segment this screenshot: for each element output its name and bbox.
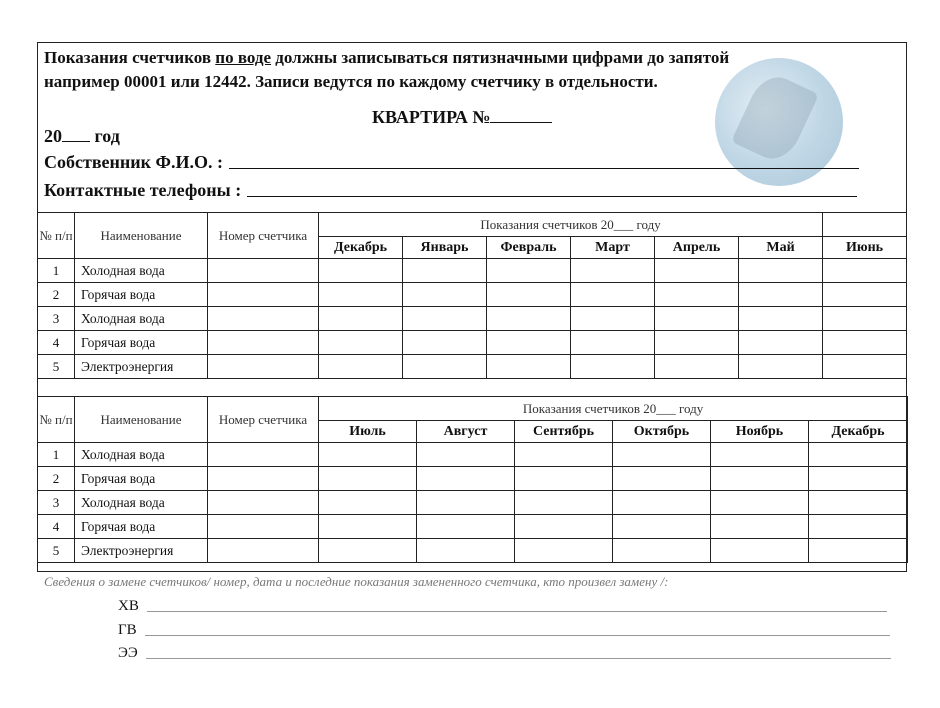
reading-cell[interactable] — [319, 283, 403, 307]
replacement-line-cold[interactable] — [118, 598, 887, 615]
reading-cell[interactable] — [711, 443, 809, 467]
reading-cell[interactable] — [515, 467, 613, 491]
row-name: Холодная вода — [75, 259, 208, 283]
instructions — [44, 46, 904, 94]
table-row — [38, 539, 908, 563]
meter-number-cell[interactable] — [208, 355, 319, 379]
row-number: 4 — [38, 515, 75, 539]
reading-cell[interactable] — [417, 491, 515, 515]
reading-cell[interactable] — [613, 491, 711, 515]
meter-number-cell[interactable] — [208, 515, 319, 539]
reading-cell[interactable] — [739, 307, 823, 331]
replacement-blank[interactable] — [145, 634, 890, 636]
reading-cell[interactable] — [319, 515, 417, 539]
reading-cell[interactable] — [655, 259, 739, 283]
month-header: Ноябрь — [711, 421, 809, 443]
reading-cell[interactable] — [809, 491, 908, 515]
reading-cell[interactable] — [571, 307, 655, 331]
reading-cell[interactable] — [655, 307, 739, 331]
replacement-line-electric[interactable] — [118, 645, 891, 662]
reading-cell[interactable] — [403, 331, 487, 355]
meter-number-cell[interactable] — [208, 259, 319, 283]
row-number: 2 — [38, 467, 75, 491]
month-header: Сентябрь — [515, 421, 613, 443]
reading-cell[interactable] — [515, 539, 613, 563]
reading-cell[interactable] — [739, 331, 823, 355]
header-readings-suffix: году — [678, 400, 704, 416]
reading-cell[interactable] — [571, 259, 655, 283]
meter-number-cell[interactable] — [208, 467, 319, 491]
month-header: Декабрь — [319, 237, 403, 259]
year-field[interactable] — [44, 126, 120, 147]
month-header: Январь — [403, 237, 487, 259]
reading-cell[interactable] — [319, 259, 403, 283]
intro-text: например 00001 или 12442. Записи ведутся по каждому счетчику в отдельности. — [44, 72, 658, 91]
reading-cell[interactable] — [809, 443, 908, 467]
meter-number-cell[interactable] — [208, 283, 319, 307]
reading-cell[interactable] — [515, 515, 613, 539]
reading-cell[interactable] — [571, 331, 655, 355]
reading-cell[interactable] — [319, 443, 417, 467]
reading-cell[interactable] — [417, 467, 515, 491]
reading-cell[interactable] — [809, 515, 908, 539]
reading-cell[interactable] — [613, 443, 711, 467]
reading-cell[interactable] — [403, 307, 487, 331]
header-readings-suffix: году — [636, 216, 661, 232]
reading-cell[interactable] — [823, 331, 907, 355]
reading-cell[interactable] — [739, 259, 823, 283]
row-number: 1 — [38, 443, 75, 467]
readings-table-second-half — [37, 396, 908, 563]
row-name: Горячая вода — [75, 331, 208, 355]
row-number: 5 — [38, 539, 75, 563]
reading-cell[interactable] — [319, 467, 417, 491]
row-name: Холодная вода — [75, 443, 208, 467]
apartment-label: КВАРТИРА № — [372, 107, 491, 127]
reading-cell[interactable] — [655, 283, 739, 307]
row-name: Холодная вода — [75, 491, 208, 515]
month-header: Апрель — [655, 237, 739, 259]
row-number: 3 — [38, 491, 75, 515]
row-number: 4 — [38, 331, 75, 355]
replacement-blank[interactable] — [146, 657, 891, 659]
intro-underlined-text: по воде — [215, 48, 272, 67]
header-empty — [823, 213, 907, 237]
reading-cell[interactable] — [487, 331, 571, 355]
reading-cell[interactable] — [809, 467, 908, 491]
reading-cell[interactable] — [403, 283, 487, 307]
reading-cell[interactable] — [319, 539, 417, 563]
reading-cell[interactable] — [823, 283, 907, 307]
reading-cell[interactable] — [613, 515, 711, 539]
table-row — [38, 515, 908, 539]
phones-label: Контактные телефоны : — [44, 180, 242, 200]
year-suffix: год — [94, 126, 120, 146]
intro-text: должны записываться пятизначными цифрами до запятой — [271, 48, 730, 67]
readings-table-first-half — [37, 212, 907, 379]
reading-cell[interactable] — [739, 355, 823, 379]
meter-number-cell[interactable] — [208, 307, 319, 331]
row-name: Электроэнергия — [75, 355, 208, 379]
apartment-blank[interactable] — [490, 106, 552, 123]
row-name: Электроэнергия — [75, 539, 208, 563]
header-readings-prefix: Показания счетчиков 20 — [522, 400, 657, 416]
header-readings: Показания счетчиков 20___ году — [319, 213, 823, 237]
intro-text: Показания счетчиков — [44, 48, 216, 67]
reading-cell[interactable] — [487, 283, 571, 307]
reading-cell[interactable] — [487, 259, 571, 283]
month-header: Март — [571, 237, 655, 259]
meter-number-cell[interactable] — [208, 491, 319, 515]
reading-cell[interactable] — [655, 355, 739, 379]
meter-number-cell[interactable] — [208, 539, 319, 563]
table-row — [38, 443, 908, 467]
reading-cell[interactable] — [711, 515, 809, 539]
table-row — [38, 283, 907, 307]
month-header: Октябрь — [613, 421, 711, 443]
replacement-blank[interactable] — [147, 610, 887, 612]
header-meter: Номер счетчика — [208, 397, 319, 443]
year-blank[interactable] — [62, 127, 90, 142]
reading-cell[interactable] — [487, 355, 571, 379]
reading-cell[interactable] — [711, 491, 809, 515]
header-num: № п/п — [38, 397, 75, 443]
replacement-label: ХВ — [118, 598, 139, 614]
row-name: Горячая вода — [75, 467, 208, 491]
replacement-label: ЭЭ — [118, 645, 138, 661]
owner-line[interactable] — [229, 167, 859, 169]
table-row — [38, 307, 907, 331]
reading-cell[interactable] — [571, 355, 655, 379]
reading-cell[interactable] — [809, 539, 908, 563]
reading-cell[interactable] — [515, 443, 613, 467]
reading-cell[interactable] — [319, 355, 403, 379]
replacement-label: ГВ — [118, 622, 137, 638]
table-row — [38, 491, 908, 515]
reading-cell[interactable] — [319, 491, 417, 515]
reading-cell[interactable] — [319, 307, 403, 331]
reading-cell[interactable] — [739, 283, 823, 307]
month-header: Август — [417, 421, 515, 443]
row-number: 5 — [38, 355, 75, 379]
meter-number-cell[interactable] — [208, 443, 319, 467]
table-row — [38, 355, 907, 379]
header-readings-prefix: Показания счетчиков 20 — [480, 216, 614, 232]
reading-cell[interactable] — [655, 331, 739, 355]
month-header: Июнь — [823, 237, 907, 259]
row-number: 2 — [38, 283, 75, 307]
row-name: Горячая вода — [75, 283, 208, 307]
reading-cell[interactable] — [711, 539, 809, 563]
reading-cell[interactable] — [823, 355, 907, 379]
year-prefix: 20 — [44, 126, 62, 146]
table-row — [38, 467, 908, 491]
reading-cell[interactable] — [613, 467, 711, 491]
month-header: Июль — [319, 421, 417, 443]
phones-field[interactable] — [44, 180, 857, 201]
row-number: 3 — [38, 307, 75, 331]
reading-cell[interactable] — [487, 307, 571, 331]
table-row — [38, 331, 907, 355]
reading-cell[interactable] — [823, 307, 907, 331]
header-name: Наименование — [75, 397, 208, 443]
reading-cell[interactable] — [403, 259, 487, 283]
phones-line[interactable] — [247, 195, 857, 197]
replacement-note: Сведения о замене счетчиков/ номер, дата и последние показания замененного счетчика, кто произвел замену /: — [44, 574, 669, 589]
row-name: Холодная вода — [75, 307, 208, 331]
header-num: № п/п — [38, 213, 75, 259]
row-number: 1 — [38, 259, 75, 283]
reading-cell[interactable] — [417, 443, 515, 467]
reading-cell[interactable] — [417, 539, 515, 563]
month-header: Май — [739, 237, 823, 259]
apartment-number-field[interactable] — [372, 106, 552, 128]
header-readings: Показания счетчиков 20___ году — [319, 397, 908, 421]
reading-cell[interactable] — [417, 515, 515, 539]
reading-cell[interactable] — [571, 283, 655, 307]
replacement-line-hot[interactable] — [118, 622, 890, 639]
month-header: Февраль — [487, 237, 571, 259]
reading-cell[interactable] — [403, 355, 487, 379]
month-header: Декабрь — [809, 421, 908, 443]
reading-cell[interactable] — [823, 259, 907, 283]
owner-label: Собственник Ф.И.О. : — [44, 152, 223, 172]
reading-cell[interactable] — [613, 539, 711, 563]
header-meter: Номер счетчика — [208, 213, 319, 259]
meter-number-cell[interactable] — [208, 331, 319, 355]
reading-cell[interactable] — [711, 467, 809, 491]
reading-cell[interactable] — [319, 331, 403, 355]
reading-cell[interactable] — [515, 491, 613, 515]
table-row — [38, 259, 907, 283]
row-name: Горячая вода — [75, 515, 208, 539]
owner-field[interactable] — [44, 152, 859, 173]
header-name: Наименование — [75, 213, 208, 259]
